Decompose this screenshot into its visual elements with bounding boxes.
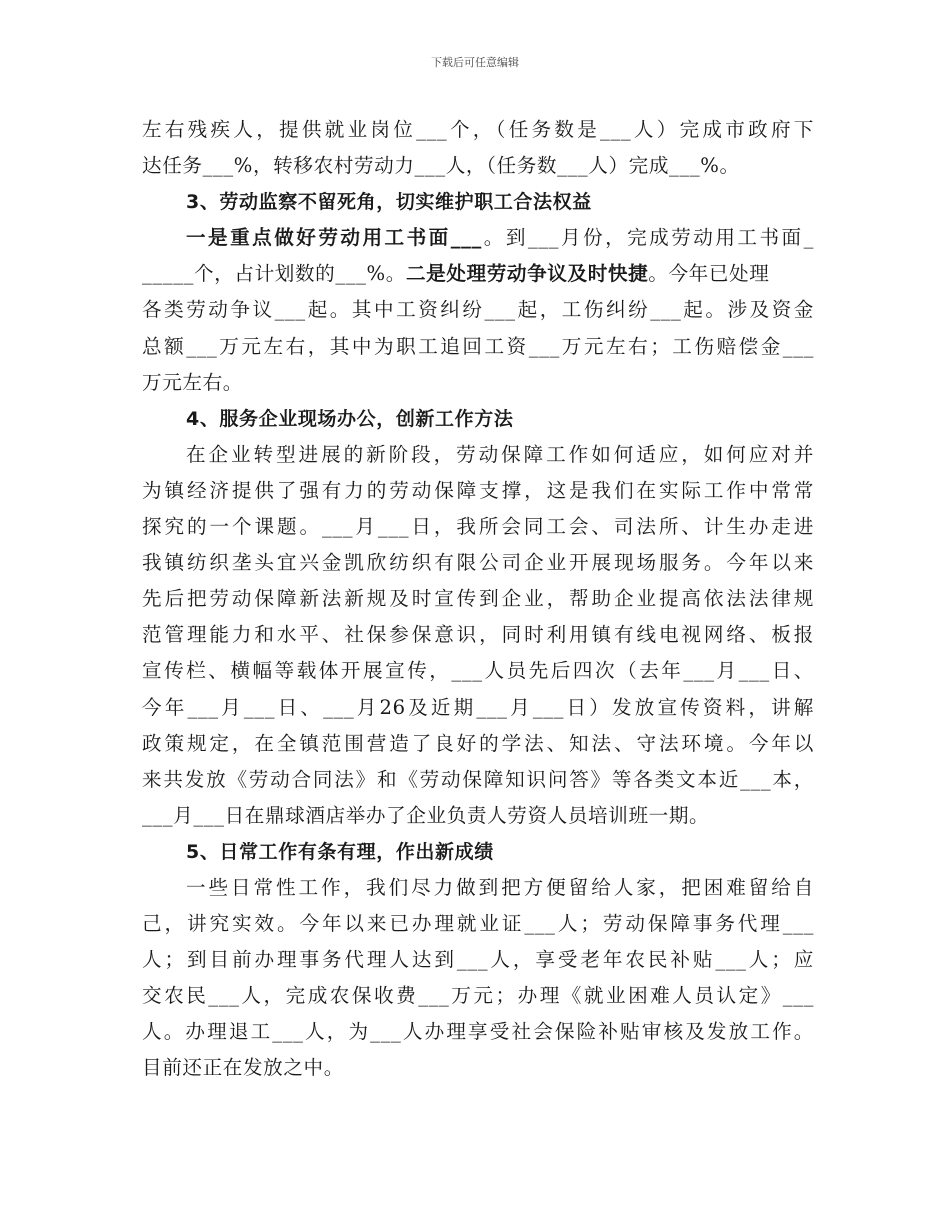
paragraph-line: 为镇经济提供了强有力的劳动保障支撑，这是我们在实际工作中常常 xyxy=(142,478,814,502)
paragraph-line: 目前还正在发放之中。 xyxy=(142,1056,344,1080)
paragraph-line: 在企业转型进展的新阶段，劳动保障工作如何适应，如何应对并 xyxy=(186,442,814,466)
paragraph-line xyxy=(142,256,814,292)
bold-phrase: 二是处理劳动争议及时快捷 xyxy=(405,262,649,286)
paragraph-line: 探究的一个课题。___月___日，我所会同工会、司法所、计生办走进 xyxy=(142,515,814,539)
paragraph-line: 人。办理退工___人，为___人办理享受社会保险补贴审核及发放工作。 xyxy=(142,1020,814,1044)
bold-phrase: 一是重点做好劳动用工书面___ xyxy=(186,226,482,250)
paragraph-line: 万元左右。 xyxy=(142,370,243,394)
paragraph-line: 己，讲究实效。今年以来已办理就业证___人；劳动保障事务代理___ xyxy=(142,912,814,936)
section-heading: 4、服务企业现场办公，创新工作方法 xyxy=(186,407,514,430)
paragraph-line: 宣传栏、横幅等载体开展宣传，___人员先后四次（去年___月___日、 xyxy=(142,659,814,683)
paragraph-line: 各类劳动争议___起。其中工资纠纷___起，工伤纠纷___起。涉及资金 xyxy=(142,298,814,322)
paragraph-line: ___月___日在鼎球酒店举办了企业负责人劳资人员培训班一期。 xyxy=(142,803,710,827)
paragraph-line: 总额___万元左右，其中为职工追回工资___万元左右；工伤赔偿金___ xyxy=(142,334,814,358)
paragraph-line: 左右残疾人，提供就业岗位___个，（任务数是___人）完成市政府下 xyxy=(142,118,814,141)
document-body xyxy=(142,112,814,1087)
paragraph-line xyxy=(142,220,814,256)
paragraph-line: 交农民___人，完成农保收费___万元；办理《就业困难人员认定》___ xyxy=(142,984,814,1008)
paragraph-line: 我镇纺织垄头宜兴金凯欣纺织有限公司企业开展现场服务。今年以来 xyxy=(142,551,814,575)
text-span: 。到___月份，完成劳动用工书面_ xyxy=(481,226,814,250)
paragraph-line: 达任务___%，转移农村劳动力___人，（任务数___人）完成___%。 xyxy=(142,154,740,178)
section-heading: 5、日常工作有条有理，作出新成绩 xyxy=(186,840,494,863)
paragraph-line: 今年___月___日、___月26及近期___月___日）发放宣传资料，讲解 xyxy=(142,695,814,719)
page-header-note: 下载后可任意编辑 xyxy=(431,56,519,69)
paragraph-line: 范管理能力和水平、社保参保意识，同时利用镇有线电视网络、板报 xyxy=(142,623,814,647)
text-span: _____个，占计划数的___%。 xyxy=(142,262,406,286)
section-heading: 3、劳动监察不留死角，切实维护职工合法权益 xyxy=(186,191,592,214)
paragraph-line: 先后把劳动保障新法新规及时宣传到企业，帮助企业提高依法法律规 xyxy=(142,587,814,611)
text-span: 。今年已处理 xyxy=(648,262,770,286)
paragraph-line: 人；到目前办理事务代理人达到___人，享受老年农民补贴___人；应 xyxy=(142,948,814,972)
paragraph-line: 来共发放《劳动合同法》和《劳动保障知识问答》等各类文本近___本， xyxy=(142,767,814,791)
paragraph-line: 一些日常性工作，我们尽力做到把方便留给人家，把困难留给自 xyxy=(186,875,814,899)
paragraph-line: 政策规定，在全镇范围营造了良好的学法、知法、守法环境。今年以 xyxy=(142,731,814,755)
